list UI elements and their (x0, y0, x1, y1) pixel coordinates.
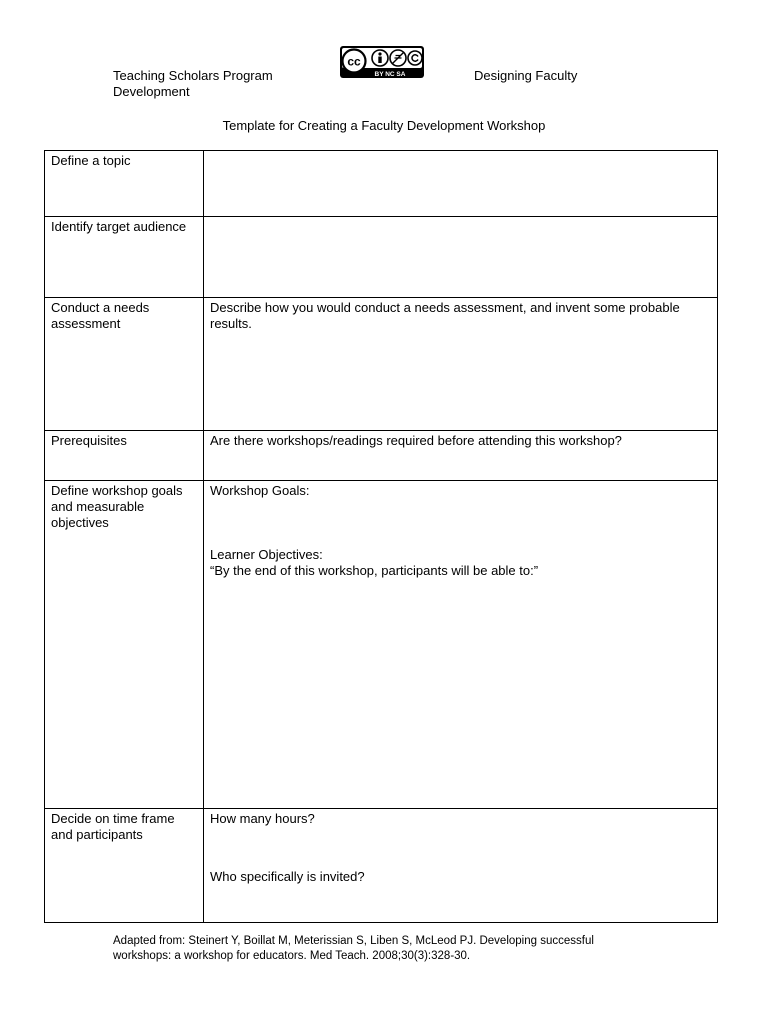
content-cell-needs-assessment[interactable] (204, 298, 718, 431)
header-course-name: Designing Faculty (474, 68, 578, 83)
citation-line2: workshops: a workshop for educators. Med Teach. 2008;30(3):328-30. (113, 950, 471, 962)
label-goals-line1: Define workshop goals (51, 483, 183, 498)
header-program-name (113, 68, 313, 100)
label-cell-goals-objectives (45, 481, 204, 809)
label-time-frame-line2: and participants (51, 827, 143, 842)
document-title: Template for Creating a Faculty Development Workshop (222, 118, 546, 133)
table-row-audience (45, 217, 718, 298)
label-needs-assessment-line1: Conduct a needs (51, 300, 150, 315)
table-row-goals-objectives (45, 481, 718, 809)
creative-commons-by-nc-sa-icon (340, 46, 424, 78)
label-cell-prerequisites (45, 431, 204, 481)
prompt-workshop-goals: Workshop Goals: (210, 483, 310, 498)
content-cell-prerequisites[interactable] (204, 431, 718, 481)
label-cell-needs-assessment (45, 298, 204, 431)
label-cell-topic (45, 151, 204, 217)
prompt-how-many-hours: How many hours? (210, 811, 315, 826)
content-cell-goals-objectives[interactable] (204, 481, 718, 809)
table-row-needs-assessment (45, 298, 718, 431)
workshop-template-table (44, 150, 718, 923)
label-prerequisites: Prerequisites (51, 433, 127, 448)
prompt-prerequisites: Are there workshops/readings required before attending this workshop? (210, 433, 622, 448)
content-cell-time-frame[interactable] (204, 809, 718, 923)
prompt-who-invited: Who specifically is invited? (210, 869, 365, 884)
table-row-topic (45, 151, 718, 217)
cc-badge-cc-text: cc (347, 54, 361, 69)
label-cell-time-frame (45, 809, 204, 923)
header-program-line2: Development (113, 84, 190, 99)
prompt-needs-assessment: Describe how you would conduct a needs assessment, and invent some probable results. (210, 300, 680, 331)
header-program-line1: Teaching Scholars Program (113, 68, 273, 83)
table-row-prerequisites (45, 431, 718, 481)
citation-footer (113, 934, 673, 964)
label-cell-audience (45, 217, 204, 298)
citation-line1: Adapted from: Steinert Y, Boillat M, Meterissian S, Liben S, McLeod PJ. Developing successful (113, 935, 594, 947)
content-cell-topic[interactable] (204, 151, 718, 217)
cc-badge-terms: BY NC SA (374, 71, 406, 78)
label-audience: Identify target audience (51, 219, 187, 234)
label-goals-line3: objectives (51, 515, 109, 530)
content-cell-audience[interactable] (204, 217, 718, 298)
label-needs-assessment-line2: assessment (51, 316, 121, 331)
label-goals-line2: and measurable (51, 499, 145, 514)
label-topic: Define a topic (51, 153, 131, 168)
table-row-time-frame (45, 809, 718, 923)
prompt-learner-objectives: Learner Objectives: (210, 547, 323, 562)
prompt-objectives-stem: “By the end of this workshop, participants will be able to:” (210, 563, 539, 578)
label-time-frame-line1: Decide on time frame (51, 811, 175, 826)
